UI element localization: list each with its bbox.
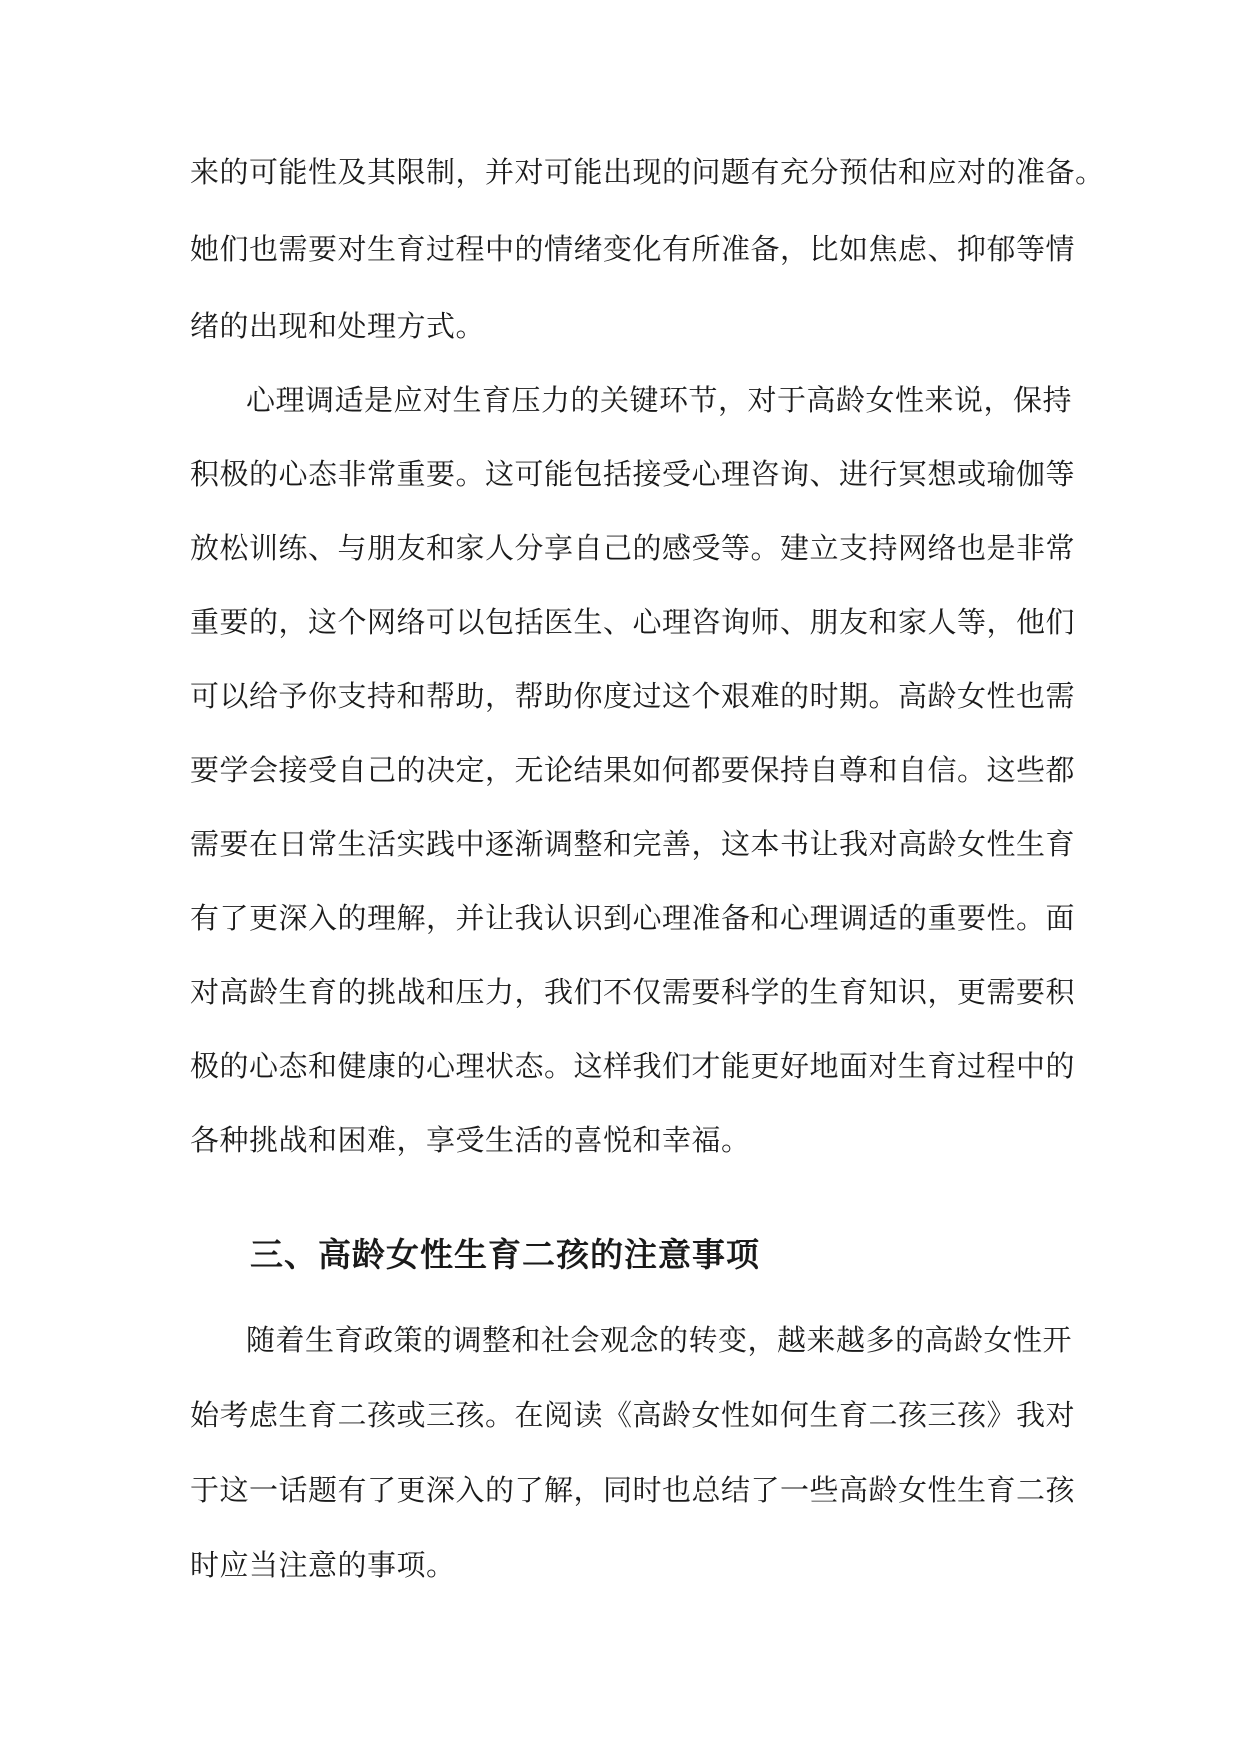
paragraph-line: 始考虑生育二孩或三孩。在阅读《高龄女性如何生育二孩三孩》我对 <box>190 1398 1076 1432</box>
paragraph-line: 极的心态和健康的心理状态。这样我们才能更好地面对生育过程中的 <box>190 1049 1076 1083</box>
section-heading: 三、高龄女性生育二孩的注意事项 <box>250 1235 760 1274</box>
paragraph-line: 可以给予你支持和帮助，帮助你度过这个艰难的时期。高龄女性也需 <box>190 679 1076 713</box>
paragraph-line: 各种挑战和困难，享受生活的喜悦和幸福。 <box>190 1123 751 1157</box>
paragraph-line: 她们也需要对生育过程中的情绪变化有所准备，比如焦虑、抑郁等情 <box>190 232 1076 266</box>
paragraph-line: 对高龄生育的挑战和压力，我们不仅需要科学的生育知识，更需要积 <box>190 975 1076 1009</box>
paragraph-line: 重要的，这个网络可以包括医生、心理咨询师、朋友和家人等，他们 <box>190 605 1076 639</box>
paragraph-line: 时应当注意的事项。 <box>190 1548 456 1582</box>
paragraph-line: 要学会接受自己的决定，无论结果如何都要保持自尊和自信。这些都 <box>190 753 1076 787</box>
paragraph-line: 绪的出现和处理方式。 <box>190 309 486 343</box>
paragraph-line: 随着生育政策的调整和社会观念的转变，越来越多的高龄女性开 <box>246 1323 1073 1357</box>
paragraph-line: 有了更深入的理解，并让我认识到心理准备和心理调适的重要性。面 <box>190 901 1076 935</box>
paragraph-line: 心理调适是应对生育压力的关键环节，对于高龄女性来说，保持 <box>246 383 1073 417</box>
paragraph-line: 积极的心态非常重要。这可能包括接受心理咨询、进行冥想或瑜伽等 <box>190 457 1076 491</box>
paragraph-line: 放松训练、与朋友和家人分享自己的感受等。建立支持网络也是非常 <box>190 531 1076 565</box>
paragraph-line: 于这一话题有了更深入的了解，同时也总结了一些高龄女性生育二孩 <box>190 1473 1076 1507</box>
paragraph-line: 需要在日常生活实践中逐渐调整和完善，这本书让我对高龄女性生育 <box>190 827 1076 861</box>
paragraph-line: 来的可能性及其限制，并对可能出现的问题有充分预估和应对的准备。 <box>190 155 1105 189</box>
